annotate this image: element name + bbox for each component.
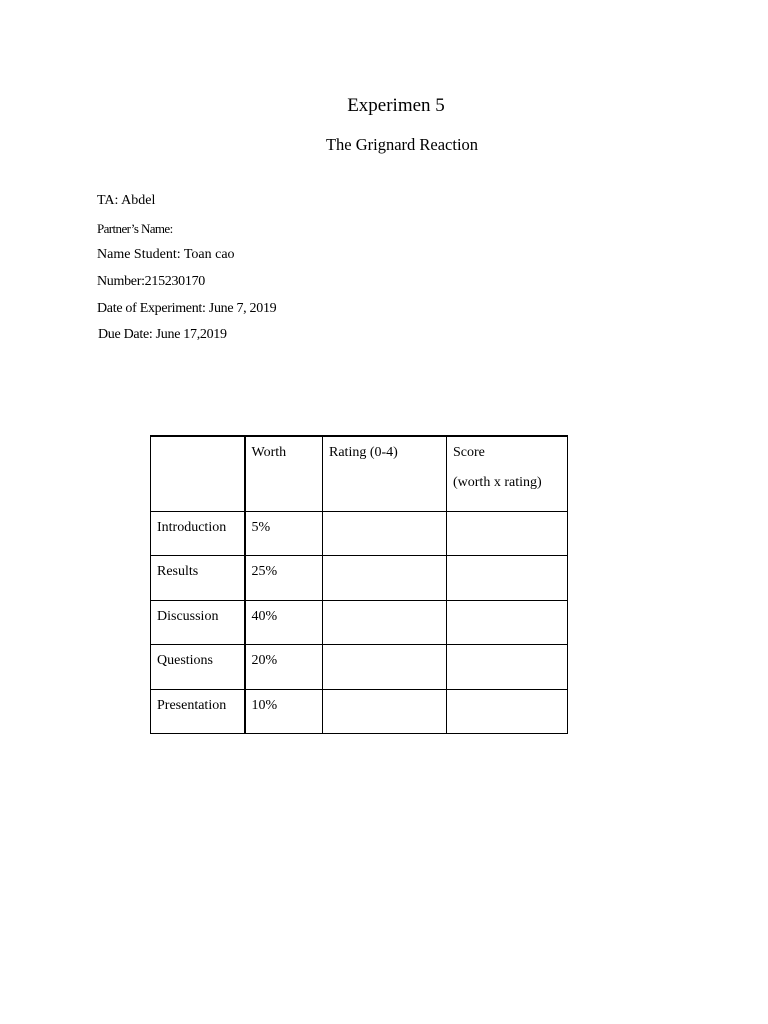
table-header-rating: Rating (0-4) xyxy=(323,436,447,511)
table-cell-rating[interactable] xyxy=(323,511,447,556)
document-subtitle: The Grignard Reaction xyxy=(325,135,479,154)
table-row xyxy=(151,689,568,734)
table-cell-worth: 10% xyxy=(245,689,323,734)
table-cell-worth: 20% xyxy=(245,645,323,690)
table-header-score xyxy=(447,436,568,511)
table-cell-rating[interactable] xyxy=(323,689,447,734)
table-header-row xyxy=(151,436,568,511)
ta-line: TA: Abdel xyxy=(97,193,156,208)
grading-table xyxy=(150,435,568,734)
student-number-line: Number:215230170 xyxy=(97,274,205,289)
table-cell-score[interactable] xyxy=(447,645,568,690)
table-cell-rating[interactable] xyxy=(323,556,447,601)
due-date-line: Due Date: June 17,2019 xyxy=(98,327,227,342)
table-cell-worth: 25% xyxy=(245,556,323,601)
table-header-worth: Worth xyxy=(245,436,323,511)
table-header-score-label: Score xyxy=(453,445,485,460)
table-cell-score[interactable] xyxy=(447,556,568,601)
table-row xyxy=(151,645,568,690)
table-row xyxy=(151,600,568,645)
table-cell-section: Results xyxy=(151,556,245,601)
table-cell-score[interactable] xyxy=(447,511,568,556)
table-header-score-formula: (worth x rating) xyxy=(453,475,542,490)
date-of-experiment-line: Date of Experiment: June 7, 2019 xyxy=(97,301,277,316)
table-cell-score[interactable] xyxy=(447,600,568,645)
table-row xyxy=(151,511,568,556)
table-cell-worth: 40% xyxy=(245,600,323,645)
table-cell-rating[interactable] xyxy=(323,600,447,645)
document-title: Experimen 5 xyxy=(347,95,445,116)
table-cell-section: Questions xyxy=(151,645,245,690)
student-name-line: Name Student: Toan cao xyxy=(97,247,235,262)
table-cell-rating[interactable] xyxy=(323,645,447,690)
table-row xyxy=(151,556,568,601)
table-cell-section: Discussion xyxy=(151,600,245,645)
partner-name-line: Partner’s Name: xyxy=(97,221,173,236)
table-cell-worth: 5% xyxy=(245,511,323,556)
table-cell-score[interactable] xyxy=(447,689,568,734)
table-cell-section: Introduction xyxy=(151,511,245,556)
table-header-cell-empty xyxy=(151,436,245,511)
table-cell-section: Presentation xyxy=(151,689,245,734)
